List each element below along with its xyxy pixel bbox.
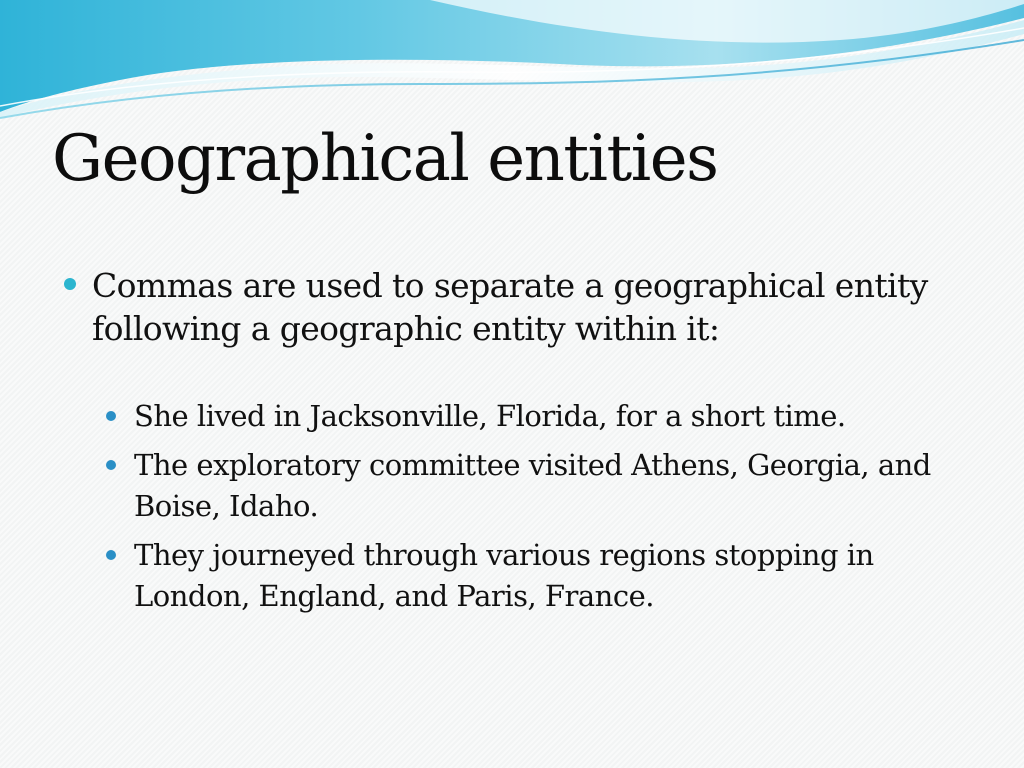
list-item-text: She lived in Jacksonville, Florida, for a short time.: [134, 399, 846, 433]
list-item-text: The exploratory committee visited Athens, Georgia, and Boise, Idaho.: [134, 448, 931, 523]
sub-bullet-dot-icon: [106, 550, 116, 560]
sub-bullet-dot-icon: [106, 411, 116, 421]
main-bullet-text: Commas are used to separate a geographical entity following a geographic entity within it:: [92, 266, 928, 348]
header-wave-decoration: [0, 0, 1024, 130]
sub-bullet-dot-icon: [106, 460, 116, 470]
list-item: [106, 396, 986, 437]
list-item: [106, 445, 986, 527]
list-item: [106, 535, 986, 617]
main-bullet-dot-icon: [64, 278, 76, 290]
example-list: [106, 396, 986, 625]
list-item-text: They journeyed through various regions stopping in London, England, and Paris, France.: [134, 538, 874, 613]
slide-title: Geographical entities: [52, 122, 718, 196]
